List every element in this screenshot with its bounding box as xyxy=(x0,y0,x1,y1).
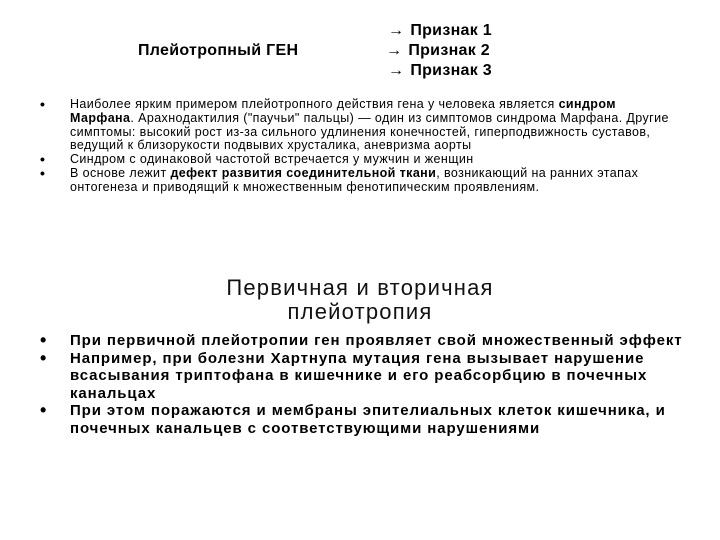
trait-label: Признак 2 xyxy=(408,42,490,59)
bullet-icon: • xyxy=(40,400,48,420)
item-text: Наиболее ярким примером плейотропного действия гена у человека является xyxy=(70,97,559,111)
gene-label: Плейотропный ГЕН xyxy=(138,42,299,59)
list-item xyxy=(40,96,670,153)
item-text: При этом поражаются и мембраны эпителиальных клеток кишечника, и почечных канальцев с соответствующими нарушениями xyxy=(70,402,666,437)
list-item xyxy=(40,151,670,168)
trait-3 xyxy=(388,62,492,80)
bullet-icon: • xyxy=(40,164,46,181)
marfan-bullet-list xyxy=(40,96,670,195)
trait-2 xyxy=(386,42,490,60)
trait-label: Признак 1 xyxy=(410,22,492,39)
arrow-icon: → xyxy=(386,42,403,59)
item-emphasis: синдром Марфана xyxy=(70,97,616,125)
gene-diagram xyxy=(0,0,720,90)
item-text: При первичной плейотропии ген проявляет свой множественный эффект xyxy=(70,332,683,349)
trait-label: Признак 3 xyxy=(410,62,492,79)
trait-1 xyxy=(388,22,492,40)
list-item xyxy=(40,347,710,403)
item-text: В основе лежит xyxy=(70,165,171,180)
subtitle-line: Первичная и вторичная xyxy=(226,275,494,300)
item-text: Синдром с одинаковой частотой встречается у мужчин и женщин xyxy=(70,152,474,167)
bullet-icon: • xyxy=(40,96,46,112)
bullet-icon: • xyxy=(40,347,48,368)
subtitle-line: плейотропия xyxy=(287,299,433,324)
item-emphasis: дефект развития соединительной ткани xyxy=(170,165,437,180)
pleiotropy-bullet-list xyxy=(40,330,710,437)
bullet-icon: • xyxy=(40,330,48,350)
section-subtitle xyxy=(0,276,720,324)
item-text: Например, при болезни Хартнупа мутация гена вызывает нарушение всасывания триптофана в кишечнике и его реабсорбцию в почечных канальцах xyxy=(70,349,648,402)
list-item xyxy=(40,330,710,350)
item-text: , возникающий на ранних этапах онтогенеза и приводящий к множественным фенотипическим проявлениям. xyxy=(70,165,639,194)
list-item xyxy=(40,400,710,437)
list-item xyxy=(40,164,670,195)
arrow-icon: → xyxy=(388,62,405,79)
bullet-icon: • xyxy=(40,151,46,168)
item-text: . Арахнодактилия ("паучьи" пальцы) — один из симптомов синдрома Марфана. Другие симптомы: высокий рост из-за сильного удлинения конечностей, гиперподвижность суставов, ведущий к близорукости подвывих хрусталика, аневризма аорты xyxy=(70,110,669,153)
arrow-icon: → xyxy=(388,22,405,39)
